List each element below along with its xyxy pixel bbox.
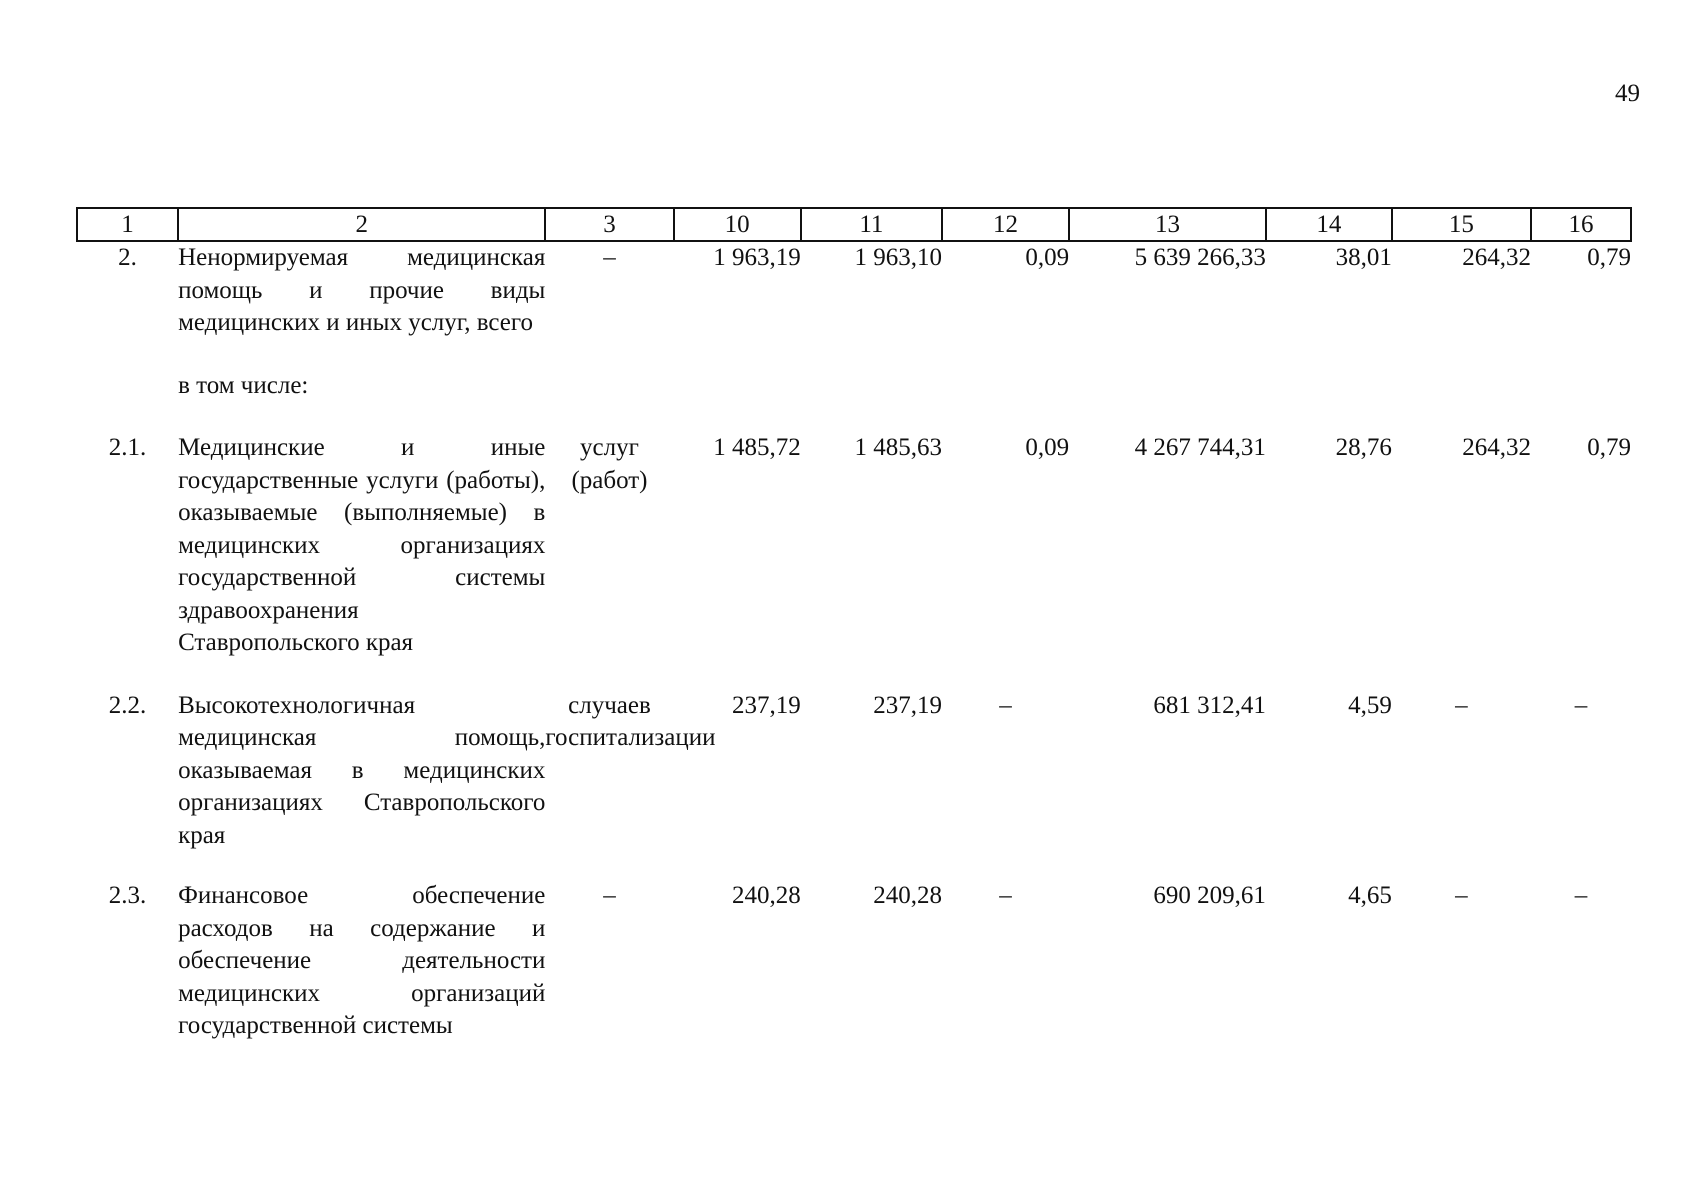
cell-col-12: – bbox=[999, 882, 1012, 909]
cell-col-12: 0,09 bbox=[1025, 244, 1070, 271]
cell-col-15: – bbox=[1455, 882, 1468, 909]
cell-col-16: 0,79 bbox=[1587, 434, 1631, 461]
row-number: 2.3. bbox=[108, 882, 147, 909]
spacer-row bbox=[77, 660, 1631, 690]
data-table bbox=[76, 207, 1632, 1043]
row-unit: случаев госпитализации bbox=[545, 691, 716, 751]
header-cell-3: 3 bbox=[545, 208, 673, 241]
cell-col-13: 4 267 744,31 bbox=[1134, 434, 1266, 461]
cell-col-11: 237,19 bbox=[873, 691, 942, 719]
cell-col-11: 240,28 bbox=[873, 882, 942, 909]
header-cell-13: 13 bbox=[1069, 208, 1266, 241]
cell-col-16: 0,79 bbox=[1587, 244, 1631, 271]
header-cell-15: 15 bbox=[1392, 208, 1531, 241]
page-number: 49 bbox=[1615, 80, 1640, 107]
row-name: Ненормируемая медицинская помощь и прочие виды медицинских и иных услуг, всего bbox=[178, 244, 546, 336]
cell-col-12: – bbox=[999, 691, 1012, 719]
header-cell-1: 1 bbox=[77, 208, 178, 241]
cell-col-10: 1 963,19 bbox=[713, 244, 801, 271]
cell-col-14: 4,65 bbox=[1348, 882, 1392, 909]
cell-col-10: 1 485,72 bbox=[713, 434, 801, 461]
spacer-row bbox=[77, 402, 1631, 432]
table-row bbox=[77, 690, 1631, 853]
row-number: 2.2. bbox=[108, 691, 147, 719]
table-row bbox=[77, 241, 1631, 340]
row-name: Медицинские и иные государственные услуги (работы), оказываемые (выполняемые) в медицинских организациях государственной системы здравоохранения Ставропольского края bbox=[178, 434, 546, 656]
row-name: Высокотехнологичная медицинская помощь, оказываемая в медицинских организациях Ставропольского края bbox=[178, 691, 546, 849]
cell-col-13: 690 209,61 bbox=[1153, 882, 1266, 909]
header-row bbox=[77, 208, 1631, 241]
cell-col-16: – bbox=[1574, 882, 1588, 909]
cell-col-12: 0,09 bbox=[1025, 434, 1070, 461]
cell-col-13: 681 312,41 bbox=[1153, 691, 1266, 719]
cell-col-10: 240,28 bbox=[731, 882, 801, 909]
header-cell-16: 16 bbox=[1531, 208, 1631, 241]
row-unit: – bbox=[603, 882, 616, 909]
table-row bbox=[77, 432, 1631, 660]
table-row bbox=[77, 880, 1631, 1043]
header-cell-12: 12 bbox=[942, 208, 1069, 241]
table-header bbox=[77, 208, 1631, 241]
subheading-row bbox=[77, 370, 1631, 403]
row-name: Финансовое обеспечение расходов на содержание и обеспечение деятельности медицинских организаций государственной системы bbox=[178, 882, 546, 1039]
cell-col-15: 264,32 bbox=[1462, 434, 1531, 461]
row-unit: – bbox=[603, 244, 616, 271]
cell-col-15: 264,32 bbox=[1462, 244, 1531, 271]
subheading: в том числе: bbox=[178, 371, 309, 399]
header-cell-2: 2 bbox=[178, 208, 545, 241]
cell-col-13: 5 639 266,33 bbox=[1134, 244, 1266, 271]
row-unit: услуг (работ) bbox=[571, 434, 648, 494]
header-cell-14: 14 bbox=[1266, 208, 1392, 241]
cell-col-14: 28,76 bbox=[1335, 434, 1392, 461]
row-number: 2.1. bbox=[108, 434, 147, 461]
header-cell-11: 11 bbox=[801, 208, 942, 241]
spacer-row bbox=[77, 340, 1631, 370]
header-cell-10: 10 bbox=[674, 208, 801, 241]
cell-col-11: 1 963,10 bbox=[854, 244, 942, 271]
cell-col-14: 4,59 bbox=[1348, 691, 1392, 719]
row-number: 2. bbox=[118, 244, 137, 271]
cell-col-15: – bbox=[1455, 691, 1468, 719]
spacer-row bbox=[77, 852, 1631, 880]
cell-col-14: 38,01 bbox=[1335, 244, 1392, 271]
table-body bbox=[77, 241, 1631, 1043]
cell-col-10: 237,19 bbox=[731, 691, 801, 719]
cell-col-16: – bbox=[1574, 691, 1588, 719]
cell-col-11: 1 485,63 bbox=[854, 434, 942, 461]
